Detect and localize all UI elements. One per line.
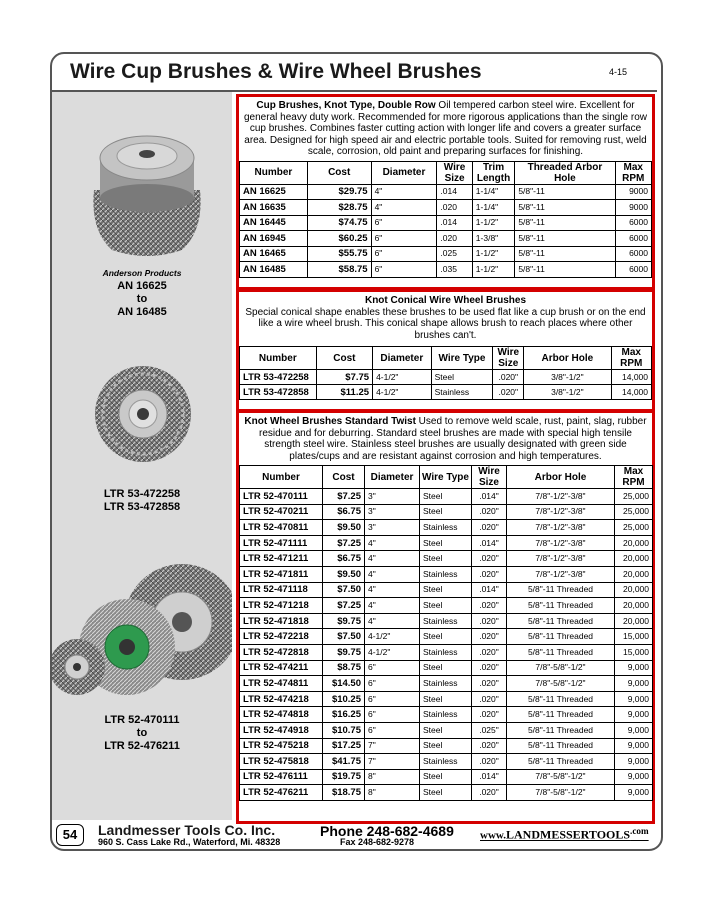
table-cell: $14.50: [323, 676, 365, 692]
table-row: [240, 370, 652, 385]
table-cell: 1-1/2": [472, 262, 515, 278]
table-cell: 5/8"-11: [515, 184, 615, 200]
table-cell: 1-3/8": [472, 231, 515, 247]
table-row: [240, 520, 653, 536]
table-cell: Stainless: [420, 613, 472, 629]
table-row: [240, 262, 652, 278]
table-cell: .020": [472, 566, 507, 582]
table-cell: 7/8"-1/2"-3/8": [507, 566, 615, 582]
table-cell: 20,000: [615, 566, 653, 582]
table-cell: 1-1/4": [472, 184, 515, 200]
table-cell: $17.25: [323, 738, 365, 754]
table-cell: 5/8"-11 Threaded: [507, 644, 615, 660]
section-description: [239, 413, 652, 465]
column-header: Arbor Hole: [507, 466, 615, 489]
table-cell: .025: [437, 246, 472, 262]
table-cell: 9,000: [615, 754, 653, 770]
table-cell: 15,000: [615, 644, 653, 660]
table-cell: 14,000: [611, 370, 652, 385]
table-row: [240, 215, 652, 231]
table-row: [240, 769, 653, 785]
table-cell: .020": [472, 644, 507, 660]
section-knot-wheel-brushes: [236, 410, 655, 824]
wheel-brushes-image: [52, 562, 232, 712]
table-cell: LTR 53-472258: [240, 370, 317, 385]
table-header-row: [240, 161, 652, 184]
table-cell: Steel: [431, 370, 493, 385]
table-cell: Steel: [420, 660, 472, 676]
conical-brush-image: [88, 364, 198, 464]
section-description: [239, 292, 652, 344]
table-cell: 7/8"-1/2"-3/8": [507, 504, 615, 520]
table-cell: 25,000: [615, 489, 653, 505]
table-cell: 4-1/2": [373, 385, 432, 400]
table-cell: 9000: [615, 184, 651, 200]
table-row: [240, 246, 652, 262]
table-cell: Steel: [420, 582, 472, 598]
table-cell: Steel: [420, 598, 472, 614]
table-cell: 8": [365, 785, 420, 801]
part-range-to: to: [136, 727, 148, 739]
part-range-end: AN 16485: [117, 306, 167, 318]
caption-conical-brush: [52, 488, 232, 514]
table-cell: 9,000: [615, 722, 653, 738]
table-cell: .020": [493, 370, 524, 385]
table-cell: 7/8"-5/8"-1/2": [507, 785, 615, 801]
table-cell: 25,000: [615, 520, 653, 536]
table-header-row: [240, 347, 652, 370]
table-cell: 4": [365, 551, 420, 567]
part-range-end: LTR 52-476211: [104, 740, 180, 752]
column-header: Max RPM: [615, 161, 651, 184]
table-cell: LTR 52-476111: [240, 769, 323, 785]
column-header: Wire Type: [431, 347, 493, 370]
table-cell: 9,000: [615, 785, 653, 801]
table-cell: 4": [365, 598, 420, 614]
table-cell: LTR 52-474818: [240, 707, 323, 723]
table-row: [240, 629, 653, 645]
column-header: Max RPM: [615, 466, 653, 489]
table-cell: 5/8"-11 Threaded: [507, 598, 615, 614]
column-header: Wire Type: [420, 466, 472, 489]
table-cell: Steel: [420, 551, 472, 567]
table-cell: 6": [365, 676, 420, 692]
table-cell: 9000: [615, 200, 651, 216]
table-cell: 3": [365, 489, 420, 505]
table-cell: 7/8"-1/2"-3/8": [507, 520, 615, 536]
table-cell: LTR 52-471818: [240, 613, 323, 629]
table-cell: 5/8"-11 Threaded: [507, 754, 615, 770]
page-number: 54: [56, 824, 84, 846]
section-cup-brushes: [236, 94, 655, 290]
table-cell: $7.50: [323, 629, 365, 645]
table-cell: LTR 52-474218: [240, 691, 323, 707]
part-number-1: LTR 53-472258: [103, 488, 181, 500]
table-cell: .020": [472, 691, 507, 707]
table-cell: 4": [365, 613, 420, 629]
table-cell: 5/8"-11 Threaded: [507, 722, 615, 738]
table-cell: 6": [371, 215, 437, 231]
table-row: [240, 551, 653, 567]
part-range-start: AN 16625: [117, 280, 167, 292]
table-cell: 5/8"-11: [515, 200, 615, 216]
cup-brush-table: [239, 161, 652, 278]
table-cell: AN 16465: [240, 246, 308, 262]
column-header: Number: [240, 347, 317, 370]
table-cell: $9.50: [323, 520, 365, 536]
column-header: Cost: [323, 466, 365, 489]
table-cell: 5/8"-11 Threaded: [507, 707, 615, 723]
table-cell: 6000: [615, 215, 651, 231]
table-cell: $28.75: [307, 200, 371, 216]
column-header: Diameter: [373, 347, 432, 370]
table-cell: 14,000: [611, 385, 652, 400]
table-cell: .020": [472, 785, 507, 801]
table-cell: 6": [365, 660, 420, 676]
knot-wheel-brush-table: [239, 465, 653, 801]
column-header: Number: [240, 161, 308, 184]
table-cell: 4-1/2": [365, 644, 420, 660]
table-cell: 20,000: [615, 535, 653, 551]
table-cell: 3/8"-1/2": [524, 370, 611, 385]
table-cell: LTR 52-470811: [240, 520, 323, 536]
web-prefix: www.: [480, 829, 506, 842]
table-cell: 4": [371, 184, 437, 200]
table-row: [240, 385, 652, 400]
table-cell: 7/8"-1/2"-3/8": [507, 489, 615, 505]
table-cell: $16.25: [323, 707, 365, 723]
table-cell: Stainless: [420, 676, 472, 692]
table-row: [240, 231, 652, 247]
table-cell: Steel: [420, 785, 472, 801]
table-cell: .020": [472, 738, 507, 754]
web-suffix: .com: [630, 826, 649, 836]
brand-label: Anderson Products: [102, 268, 182, 278]
part-range-start: LTR 52-470111: [104, 714, 180, 726]
table-cell: 9,000: [615, 691, 653, 707]
table-cell: Stainless: [420, 707, 472, 723]
company-name: Landmesser Tools Co. Inc.: [98, 822, 276, 838]
table-cell: .020": [472, 504, 507, 520]
table-row: [240, 504, 653, 520]
table-cell: $9.50: [323, 566, 365, 582]
table-cell: 9,000: [615, 738, 653, 754]
table-cell: LTR 52-472218: [240, 629, 323, 645]
table-cell: Steel: [420, 769, 472, 785]
company-address: 960 S. Cass Lake Rd., Waterford, Mi. 48328: [98, 837, 281, 847]
table-cell: 8": [365, 769, 420, 785]
table-cell: LTR 52-474211: [240, 660, 323, 676]
table-row: [240, 489, 653, 505]
table-row: [240, 644, 653, 660]
table-cell: $9.75: [323, 613, 365, 629]
table-row: [240, 613, 653, 629]
table-cell: Stainless: [431, 385, 493, 400]
table-cell: 7/8"-1/2"-3/8": [507, 551, 615, 567]
table-cell: 6": [371, 262, 437, 278]
table-cell: $74.75: [307, 215, 371, 231]
table-cell: LTR 52-474811: [240, 676, 323, 692]
table-cell: LTR 52-471218: [240, 598, 323, 614]
section-title: Knot Conical Wire Wheel Brushes: [364, 295, 527, 306]
table-cell: $7.25: [323, 489, 365, 505]
column-header: Threaded Arbor Hole: [515, 161, 615, 184]
table-cell: 7": [365, 754, 420, 770]
table-cell: .035: [437, 262, 472, 278]
section-description: [239, 97, 652, 161]
table-cell: Steel: [420, 691, 472, 707]
table-cell: .020": [472, 754, 507, 770]
table-cell: LTR 52-475818: [240, 754, 323, 770]
table-cell: .020: [437, 231, 472, 247]
table-row: [240, 691, 653, 707]
table-cell: .020": [472, 676, 507, 692]
table-cell: Steel: [420, 504, 472, 520]
phone-number: Phone 248-682-4689: [320, 823, 454, 839]
table-cell: Stainless: [420, 520, 472, 536]
conical-brush-table: [239, 346, 652, 400]
table-cell: $11.25: [316, 385, 372, 400]
table-row: [240, 785, 653, 801]
table-cell: 5/8"-11 Threaded: [507, 613, 615, 629]
table-cell: 5/8"-11: [515, 215, 615, 231]
column-header: Diameter: [371, 161, 437, 184]
table-cell: $58.75: [307, 262, 371, 278]
table-cell: Stainless: [420, 754, 472, 770]
table-row: [240, 660, 653, 676]
table-cell: 7/8"-5/8"-1/2": [507, 660, 615, 676]
table-cell: Stainless: [420, 644, 472, 660]
section-title: Cup Brushes, Knot Type, Double Row: [256, 100, 436, 111]
table-cell: 3": [365, 520, 420, 536]
table-cell: AN 16625: [240, 184, 308, 200]
table-cell: 6": [371, 231, 437, 247]
table-cell: $6.75: [323, 551, 365, 567]
table-cell: .014": [472, 535, 507, 551]
table-cell: $7.25: [323, 598, 365, 614]
table-cell: 5/8"-11 Threaded: [507, 629, 615, 645]
table-cell: $8.75: [323, 660, 365, 676]
table-cell: 5/8"-11: [515, 231, 615, 247]
table-cell: 1-1/2": [472, 246, 515, 262]
table-cell: LTR 52-472818: [240, 644, 323, 660]
table-cell: .020: [437, 200, 472, 216]
table-cell: $9.75: [323, 644, 365, 660]
table-cell: 5/8"-11 Threaded: [507, 691, 615, 707]
table-cell: 5/8"-11: [515, 262, 615, 278]
caption-cup-brush: [52, 267, 232, 319]
table-cell: 5/8"-11 Threaded: [507, 738, 615, 754]
table-cell: LTR 52-471811: [240, 566, 323, 582]
table-cell: .020": [472, 613, 507, 629]
table-cell: 6": [365, 707, 420, 723]
table-cell: .020": [472, 551, 507, 567]
table-cell: LTR 52-471118: [240, 582, 323, 598]
table-row: [240, 738, 653, 754]
table-cell: 7": [365, 738, 420, 754]
table-cell: .014": [472, 489, 507, 505]
table-header-row: [240, 466, 653, 489]
section-text: Oil tempered carbon steel wire. Excellent for general heavy duty work. Recommended for more rigorous applications than the single row cup brushes. Combines faster cutting action with longer life and covers a greater surface area. Designed for high speed air and electric portable tools. Suited for removing rust, weld scale, corrosion, old paint and preparing surfaces for finishing.: [244, 100, 647, 157]
table-cell: .014": [472, 769, 507, 785]
table-cell: 4": [371, 200, 437, 216]
table-cell: 9,000: [615, 676, 653, 692]
product-image-column: [52, 92, 232, 820]
table-cell: 20,000: [615, 613, 653, 629]
table-cell: 20,000: [615, 551, 653, 567]
table-cell: $7.75: [316, 370, 372, 385]
table-row: [240, 535, 653, 551]
table-cell: LTR 52-470111: [240, 489, 323, 505]
table-cell: Steel: [420, 629, 472, 645]
table-row: [240, 722, 653, 738]
table-cell: $55.75: [307, 246, 371, 262]
table-cell: .014: [437, 215, 472, 231]
table-cell: .020": [472, 598, 507, 614]
table-cell: .020": [472, 707, 507, 723]
table-cell: $41.75: [323, 754, 365, 770]
table-cell: 7/8"-1/2"-3/8": [507, 535, 615, 551]
column-header: Wire Size: [493, 347, 524, 370]
table-cell: 3/8"-1/2": [524, 385, 611, 400]
section-conical-brushes: [236, 289, 655, 412]
table-cell: LTR 52-475218: [240, 738, 323, 754]
table-cell: .020": [472, 520, 507, 536]
table-cell: 4-1/2": [373, 370, 432, 385]
part-number-2: LTR 53-472858: [103, 501, 181, 513]
table-cell: 6000: [615, 246, 651, 262]
table-cell: .014: [437, 184, 472, 200]
fax-number: Fax 248-682-9278: [340, 837, 415, 847]
table-cell: AN 16945: [240, 231, 308, 247]
table-cell: 5/8"-11: [515, 246, 615, 262]
table-row: [240, 200, 652, 216]
table-cell: $7.50: [323, 582, 365, 598]
table-cell: 6": [371, 246, 437, 262]
column-header: Max RPM: [611, 347, 652, 370]
table-row: [240, 707, 653, 723]
table-cell: LTR 52-474918: [240, 722, 323, 738]
table-cell: 4": [365, 582, 420, 598]
table-cell: $29.75: [307, 184, 371, 200]
table-cell: Steel: [420, 489, 472, 505]
table-cell: 20,000: [615, 582, 653, 598]
table-cell: 4": [365, 535, 420, 551]
table-row: [240, 566, 653, 582]
table-cell: 6": [365, 691, 420, 707]
table-cell: 7/8"-5/8"-1/2": [507, 769, 615, 785]
table-cell: $6.75: [323, 504, 365, 520]
section-text: Special conical shape enables these brushes to be used flat like a cup brush or on the end like a wire wheel brush. This conical shape allows brush to reach places where other brushes can't.: [245, 306, 646, 341]
table-cell: 9,000: [615, 707, 653, 723]
table-cell: LTR 52-471211: [240, 551, 323, 567]
table-cell: 6000: [615, 231, 651, 247]
page-header: [52, 54, 657, 92]
table-cell: 6": [365, 722, 420, 738]
table-cell: Steel: [420, 535, 472, 551]
column-header: Cost: [316, 347, 372, 370]
table-cell: 5/8"-11 Threaded: [507, 582, 615, 598]
table-cell: 20,000: [615, 598, 653, 614]
table-cell: 15,000: [615, 629, 653, 645]
table-cell: $10.75: [323, 722, 365, 738]
table-row: [240, 754, 653, 770]
column-header: Cost: [307, 161, 371, 184]
table-cell: Steel: [420, 738, 472, 754]
table-cell: AN 16445: [240, 215, 308, 231]
table-cell: 25,000: [615, 504, 653, 520]
column-header: Number: [240, 466, 323, 489]
table-cell: $19.75: [323, 769, 365, 785]
web-main: LANDMESSERTOOLS: [505, 827, 631, 842]
table-cell: 1-1/4": [472, 200, 515, 216]
table-cell: $18.75: [323, 785, 365, 801]
table-cell: Steel: [420, 722, 472, 738]
table-row: [240, 184, 652, 200]
column-header: Wire Size: [472, 466, 507, 489]
table-cell: $7.25: [323, 535, 365, 551]
table-cell: 4": [365, 566, 420, 582]
table-cell: LTR 52-471111: [240, 535, 323, 551]
table-cell: 6000: [615, 262, 651, 278]
page-footer: [52, 822, 657, 847]
table-cell: LTR 52-476211: [240, 785, 323, 801]
website-link[interactable]: [480, 826, 649, 843]
table-cell: 9,000: [615, 769, 653, 785]
table-row: [240, 676, 653, 692]
part-range-to: to: [136, 293, 148, 305]
table-row: [240, 582, 653, 598]
table-cell: AN 16635: [240, 200, 308, 216]
table-cell: .020": [472, 629, 507, 645]
table-cell: .014": [472, 582, 507, 598]
page-code: 4-15: [608, 67, 627, 77]
cup-brush-image: [82, 120, 212, 260]
table-cell: $10.25: [323, 691, 365, 707]
table-cell: 9,000: [615, 660, 653, 676]
caption-wheel-brushes: [52, 714, 232, 753]
table-cell: LTR 53-472858: [240, 385, 317, 400]
column-header: Diameter: [365, 466, 420, 489]
table-cell: .020": [493, 385, 524, 400]
table-cell: 7/8"-5/8"-1/2": [507, 676, 615, 692]
column-header: Trim Length: [472, 161, 515, 184]
table-row: [240, 598, 653, 614]
table-cell: AN 16485: [240, 262, 308, 278]
table-cell: 1-1/2": [472, 215, 515, 231]
table-cell: .020": [472, 660, 507, 676]
table-cell: $60.25: [307, 231, 371, 247]
section-text: Used to remove weld scale, rust, paint, slag, rubber residue and for deburring. Standard steel brushes are made with special high tensile strength steel wire. Stainless steel brushes are usually designated with green side plates/cups and are resistant against corrosion and high temperatures.: [259, 416, 647, 462]
table-cell: Stainless: [420, 566, 472, 582]
table-cell: 4-1/2": [365, 629, 420, 645]
column-header: Wire Size: [437, 161, 472, 184]
table-cell: 3": [365, 504, 420, 520]
table-cell: LTR 52-470211: [240, 504, 323, 520]
section-title: Knot Wheel Brushes Standard Twist: [244, 416, 416, 427]
column-header: Arbor Hole: [524, 347, 611, 370]
page-title: Wire Cup Brushes & Wire Wheel Brushes: [70, 60, 482, 83]
table-cell: .025": [472, 722, 507, 738]
